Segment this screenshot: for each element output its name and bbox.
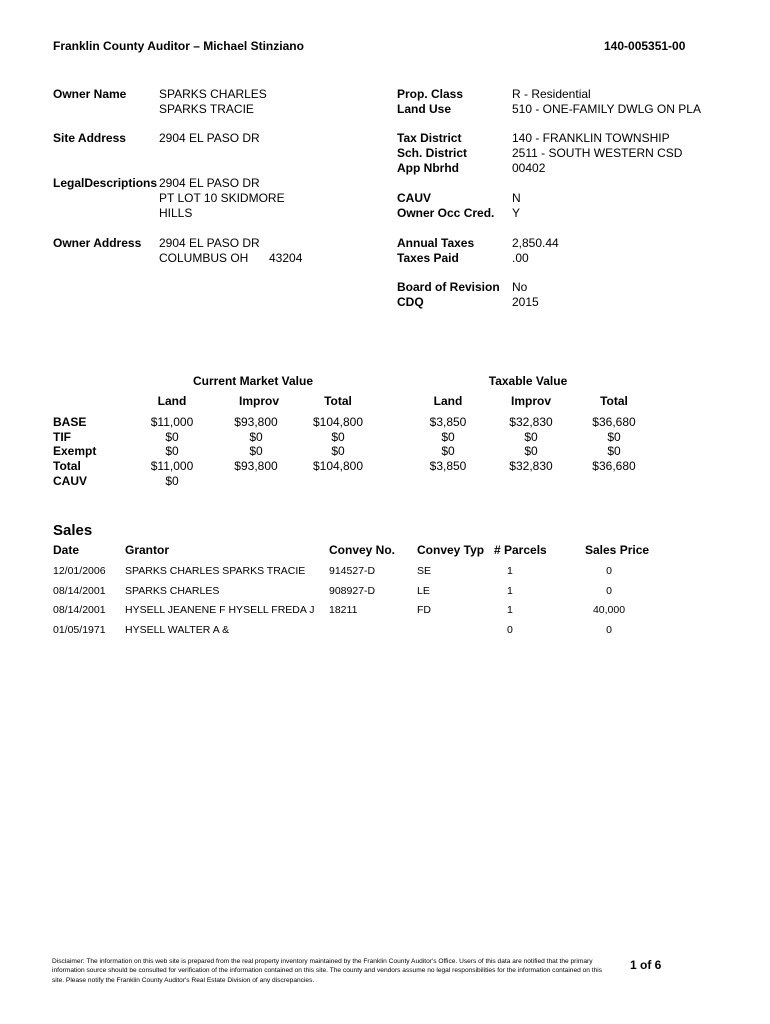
sales-header-price: Sales Price [585, 543, 650, 557]
sale-convey-typ: SE [417, 565, 432, 577]
cm-improv-value: $93,800 [234, 415, 278, 429]
owner-name-1: SPARKS CHARLES [159, 87, 267, 101]
owner-occ-value: Y [512, 206, 521, 220]
sale-grantor: SPARKS CHARLES [125, 585, 220, 597]
owner-name-2: SPARKS TRACIE [159, 102, 254, 116]
sch-district-label: Sch. District [397, 146, 468, 160]
sale-date: 12/01/2006 [53, 565, 106, 577]
cm-improv-value: $0 [249, 430, 263, 444]
sale-parcels: 1 [507, 604, 513, 616]
owner-city: COLUMBUS OH [159, 251, 249, 265]
cm-land-value: $11,000 [150, 459, 194, 473]
sale-convey-typ: FD [417, 604, 431, 616]
row-base-label: BASE [53, 415, 87, 429]
sales-header-convey-typ: Convey Typ [417, 543, 485, 557]
tx-improv-value: $0 [524, 444, 538, 458]
sales-header-parcels: # Parcels [494, 543, 547, 557]
cm-total-header: Total [324, 394, 352, 408]
sale-grantor: HYSELL WALTER A & [125, 624, 230, 636]
legal-label: LegalDescriptions [53, 176, 158, 190]
sale-price: 0 [606, 565, 612, 577]
parcel-id: 140-005351-00 [604, 39, 686, 53]
cauv-value: N [512, 191, 521, 205]
app-nbrhd-label: App Nbrhd [397, 161, 459, 175]
cm-land-header: Land [157, 394, 187, 408]
tx-land-value: $0 [441, 430, 455, 444]
tax-district: 140 - FRANKLIN TOWNSHIP [512, 131, 670, 145]
prop-class-label: Prop. Class [397, 87, 464, 101]
app-nbrhd: 00402 [512, 161, 546, 175]
owner-occ-label: Owner Occ Cred. [397, 206, 495, 220]
owner-address-label: Owner Address [53, 236, 142, 250]
sale-convey-typ: LE [417, 585, 430, 597]
land-use: 510 - ONE-FAMILY DWLG ON PLA [512, 102, 701, 116]
tx-total-header: Total [600, 394, 628, 408]
tx-improv-value: $32,830 [509, 459, 553, 473]
cm-total-value: $0 [331, 430, 345, 444]
cm-land-value: $11,000 [150, 415, 194, 429]
row-cauv-label: CAUV [53, 474, 88, 488]
tx-land-value: $3,850 [429, 459, 467, 473]
prop-class: R - Residential [512, 87, 591, 101]
sale-grantor: HYSELL JEANENE F HYSELL FREDA J [125, 604, 315, 616]
sale-date: 01/05/1971 [53, 624, 106, 636]
row-total-label: Total [53, 459, 81, 473]
owner-name-label: Owner Name [53, 87, 127, 101]
sale-date: 08/14/2001 [53, 604, 106, 616]
row-tif-label: TIF [53, 430, 71, 444]
bor-value: No [512, 280, 528, 294]
sale-date: 08/14/2001 [53, 585, 106, 597]
cdq-value: 2015 [512, 295, 539, 309]
cdq-label: CDQ [397, 295, 424, 309]
cm-total-value: $0 [331, 444, 345, 458]
cm-improv-value: $0 [249, 444, 263, 458]
legal-line-1: 2904 EL PASO DR [159, 176, 260, 190]
sale-price: 0 [606, 624, 612, 636]
cm-improv-value: $93,800 [234, 459, 278, 473]
sch-district: 2511 - SOUTH WESTERN CSD [512, 146, 683, 160]
cm-total-value: $104,800 [312, 459, 364, 473]
legal-line-3: HILLS [159, 206, 193, 220]
sale-convey-no: 18211 [329, 604, 358, 616]
legal-line-2: PT LOT 10 SKIDMORE [159, 191, 285, 205]
annual-taxes-label: Annual Taxes [397, 236, 475, 250]
land-use-label: Land Use [397, 102, 452, 116]
tx-total-value: $36,680 [592, 459, 636, 473]
tx-improv-value: $0 [524, 430, 538, 444]
row-exempt-label: Exempt [53, 444, 97, 458]
cm-land-value: $0 [165, 474, 179, 488]
tax-district-label: Tax District [397, 131, 462, 145]
cm-total-value: $104,800 [312, 415, 364, 429]
sales-header-grantor: Grantor [125, 543, 170, 557]
site-address: 2904 EL PASO DR [159, 131, 260, 145]
tx-total-value: $0 [607, 430, 621, 444]
cm-land-value: $0 [165, 430, 179, 444]
annual-taxes: 2,850.44 [512, 236, 559, 250]
taxes-paid-label: Taxes Paid [397, 251, 459, 265]
tx-improv-header: Improv [510, 394, 551, 408]
tx-land-value: $3,850 [429, 415, 467, 429]
sales-header-date: Date [53, 543, 80, 557]
tx-improv-value: $32,830 [509, 415, 553, 429]
tx-land-value: $0 [441, 444, 455, 458]
page-title: Franklin County Auditor – Michael Stinziano [53, 39, 304, 53]
cauv-label: CAUV [397, 191, 432, 205]
owner-zip: 43204 [269, 251, 303, 265]
sale-convey-no: 914527-D [329, 565, 376, 577]
sale-parcels: 1 [507, 585, 513, 597]
owner-address-1: 2904 EL PASO DR [159, 236, 260, 250]
sale-price: 0 [606, 585, 612, 597]
sale-convey-no: 908927-D [329, 585, 376, 597]
tx-total-value: $36,680 [592, 415, 636, 429]
tx-total-value: $0 [607, 444, 621, 458]
sale-price: 40,000 [592, 604, 626, 616]
disclaimer: Disclaimer: The information on this web site is prepared from the real property inventory maintained by the Franklin County Auditor's Office. Users of this data are notified that the primary information source should be consulted for verification of the information contained on this site. The county and vendors assume no legal responsibilities for the information contained on this site. Please notify the Franklin County Auditor's Real Estate Division of any discrepancies. [52, 958, 603, 984]
bor-label: Board of Revision [397, 280, 500, 294]
cm-improv-header: Improv [238, 394, 279, 408]
sale-grantor: SPARKS CHARLES SPARKS TRACIE [125, 565, 306, 577]
cm-land-value: $0 [165, 444, 179, 458]
tx-land-header: Land [433, 394, 463, 408]
taxable-title: Taxable Value [488, 374, 568, 388]
sales-title: Sales [53, 522, 93, 539]
taxes-paid: .00 [512, 251, 529, 265]
sale-parcels: 0 [507, 624, 513, 636]
current-market-title: Current Market Value [192, 374, 314, 388]
site-address-label: Site Address [53, 131, 126, 145]
sale-parcels: 1 [507, 565, 513, 577]
sales-header-convey-no: Convey No. [329, 543, 396, 557]
page-number: 1 of 6 [630, 958, 662, 972]
